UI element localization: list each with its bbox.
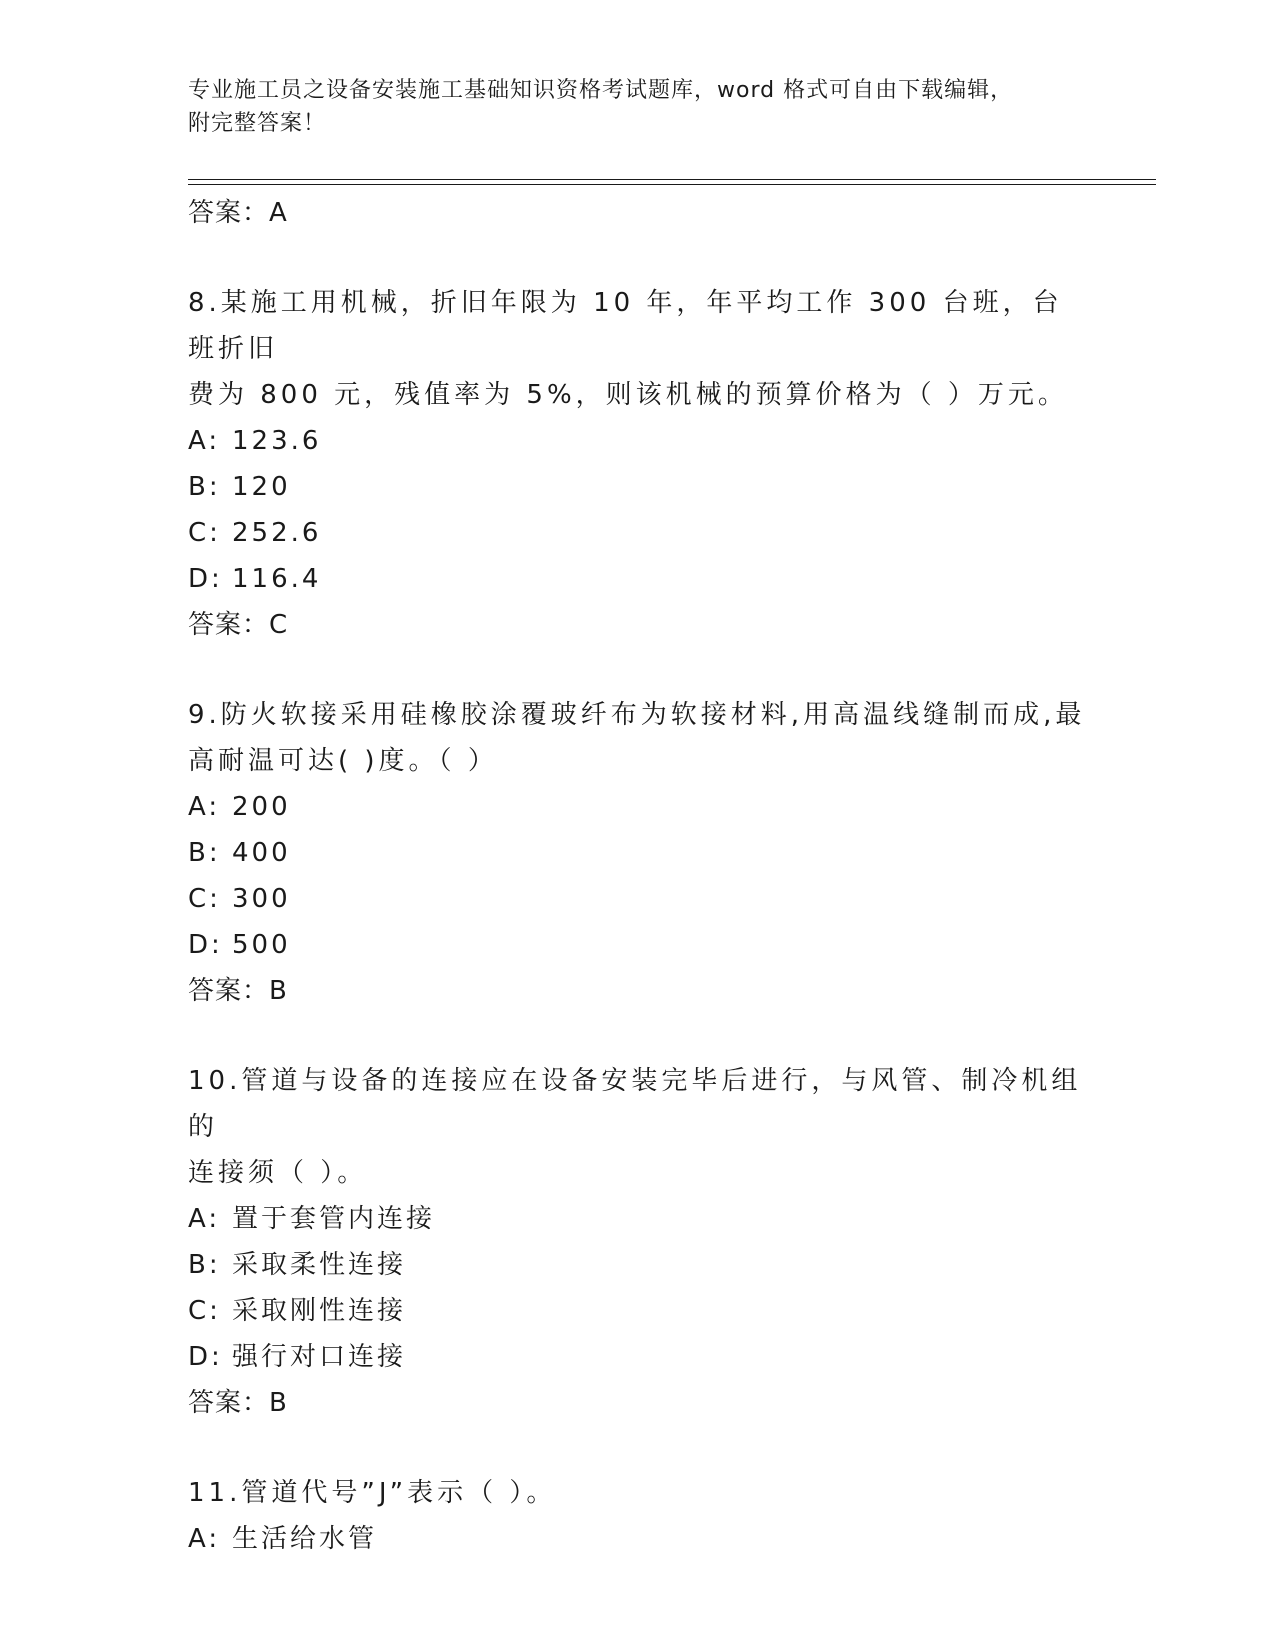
option-letter: A: [188,1204,221,1234]
document-header [188,74,1108,140]
option-text: 500 [232,930,291,960]
answer-line: 答案：C [188,610,289,640]
answer-option [188,464,1088,510]
option-text: 置于套管内连接 [232,1204,436,1234]
option-text: 生活给水管 [232,1524,378,1554]
option-text: 采取刚性连接 [232,1296,407,1326]
answer-option [188,1242,1088,1288]
answer-option [188,1516,1088,1562]
question-block [188,280,1088,648]
question-block [188,692,1088,1014]
questions-container [188,280,1088,1562]
question-stem-line: 连接须（ ）。 [188,1158,368,1188]
answer-option [188,510,1088,556]
header-line-1: 专业施工员之设备安装施工基础知识资格考试题库，word 格式可自由下载编辑， [188,78,1014,103]
option-letter: D: [188,930,223,960]
option-text: 200 [232,792,291,822]
option-letter: C: [188,1296,221,1326]
question-stem-line: 10.管道与设备的连接应在设备安装完毕后进行，与风管、制冷机组的 [188,1066,1082,1142]
answer-option [188,922,1088,968]
question-stem-line: 11.管道代号”J”表示（ ）。 [188,1478,557,1508]
option-text: 120 [232,472,291,502]
question-block [188,1058,1088,1426]
answer-option [188,784,1088,830]
header-divider-top [188,179,1156,180]
option-text: 采取柔性连接 [232,1250,407,1280]
question-block [188,1470,1088,1562]
question-stem-line: 费为 800 元，残值率为 5%，则该机械的预算价格为（ ）万元。 [188,380,1068,410]
answer-line: 答案：B [188,976,288,1006]
option-text: 252.6 [232,518,322,548]
answer-line: 答案：A [188,198,288,228]
header-line-2: 附完整答案！ [188,111,327,136]
answer-option [188,1196,1088,1242]
answer-option [188,876,1088,922]
option-letter: C: [188,518,221,548]
answer-option [188,556,1088,602]
answer-option [188,418,1088,464]
option-letter: A: [188,426,221,456]
option-letter: A: [188,1524,221,1554]
answer-option [188,1288,1088,1334]
answer-option [188,1334,1088,1380]
option-letter: D: [188,564,223,594]
answer-line: 答案：B [188,1388,288,1418]
option-text: 300 [232,884,291,914]
option-letter: B: [188,472,221,502]
question-stem-line: 高耐温可达( )度。（ ） [188,746,498,776]
option-letter: D: [188,1342,223,1372]
question-stem-line: 9.防火软接采用硅橡胶涂覆玻纤布为软接材料,用高温线缝制而成,最 [188,700,1086,730]
option-letter: B: [188,838,221,868]
header-divider-bottom [188,184,1156,185]
option-text: 116.4 [232,564,322,594]
option-text: 400 [232,838,291,868]
option-text: 强行对口连接 [232,1342,407,1372]
option-letter: A: [188,792,221,822]
option-letter: B: [188,1250,221,1280]
answer-option [188,830,1088,876]
option-letter: C: [188,884,221,914]
question-stem-line: 8.某施工用机械，折旧年限为 10 年，年平均工作 300 台班，台班折旧 [188,288,1063,364]
question-list [188,190,1088,1562]
option-text: 123.6 [232,426,322,456]
